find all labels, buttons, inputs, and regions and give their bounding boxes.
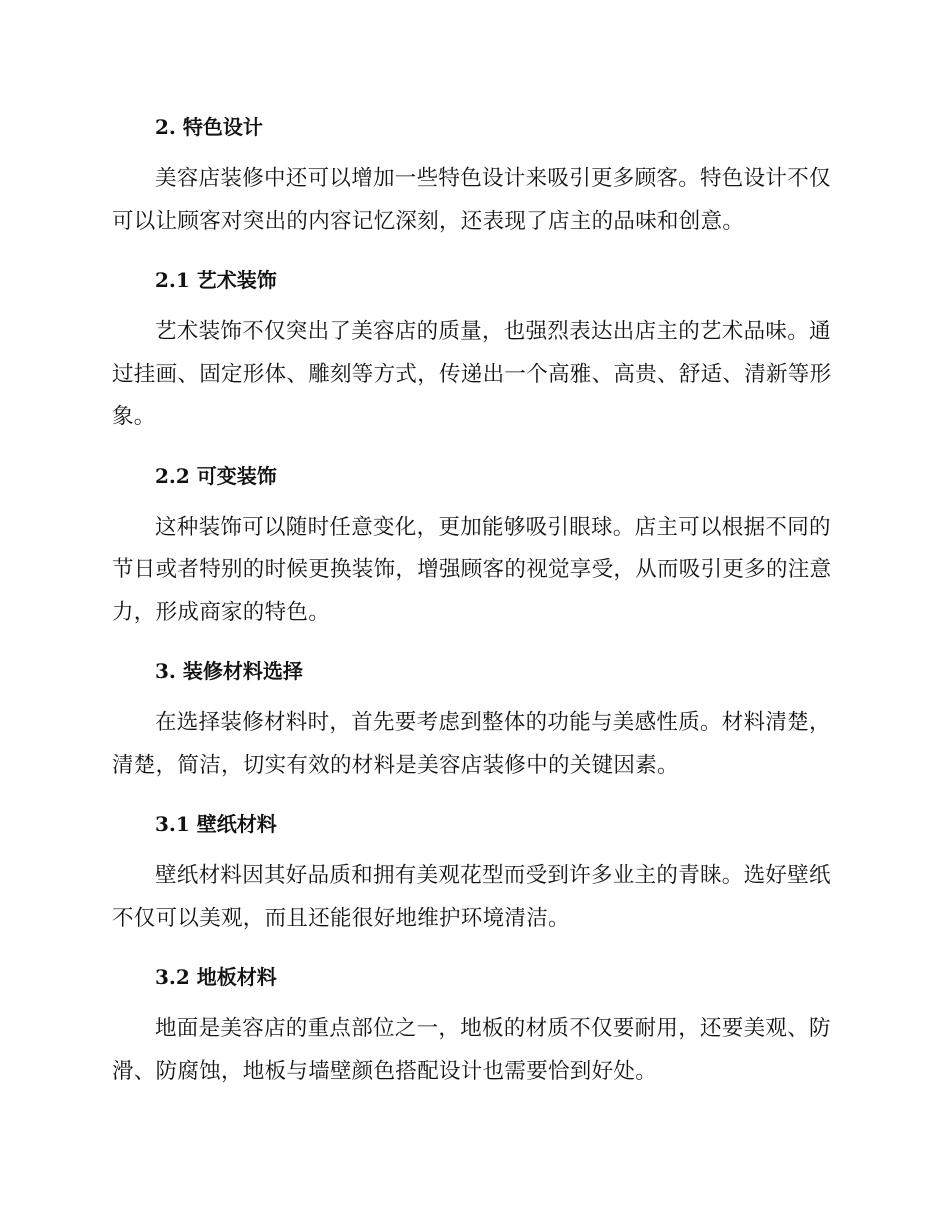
- paragraph: [112, 702, 832, 787]
- paragraph-line: 象。: [112, 404, 156, 429]
- section-heading: 2. 特色设计: [155, 115, 263, 139]
- paragraph-line: 壁纸材料因其好品质和拥有美观花型而受到许多业主的青睐。选好壁纸: [155, 863, 831, 888]
- paragraph-line: 滑、防腐蚀，地板与墙壁颜色搭配设计也需要恰到好处。: [112, 1058, 658, 1084]
- paragraph-line: 这种装饰可以随时任意变化，更加能够吸引眼球。店主可以根据不同的: [155, 514, 831, 540]
- paragraph: [112, 158, 832, 243]
- paragraph-line: 美容店装修中还可以增加一些特色设计来吸引更多顾客。特色设计不仅: [155, 166, 831, 191]
- paragraph-line: 力，形成商家的特色。: [112, 599, 331, 625]
- paragraph-line: 不仅可以美观，而且还能很好地维护环境清洁。: [112, 905, 570, 931]
- paragraph-line: 节日或者特别的时候更换装饰，增强顾客的视觉享受，从而吸引更多的注意: [112, 557, 832, 582]
- document-page: [112, 110, 832, 1113]
- paragraph-line: 在选择装修材料时，首先要考虑到整体的功能与美感性质。材料清楚，: [155, 710, 831, 735]
- section-heading: 2.2 可变装饰: [155, 463, 277, 488]
- paragraph: [112, 1008, 832, 1093]
- paragraph-line: 艺术装饰不仅突出了美容店的质量，也强烈表达出店主的艺术品味。通: [155, 319, 831, 344]
- paragraph: [112, 855, 832, 940]
- section-heading: 3. 装修材料选择: [155, 659, 303, 683]
- paragraph-line: 地面是美容店的重点部位之一，地板的材质不仅要耐用，还要美观、防: [155, 1016, 831, 1041]
- section-heading: 3.1 壁纸材料: [155, 812, 277, 836]
- paragraph-line: 过挂画、固定形体、雕刻等方式，传递出一个高雅、高贵、舒适、清新等形: [112, 361, 832, 387]
- section-heading: 3.2 地板材料: [155, 965, 277, 989]
- paragraph: [112, 507, 832, 635]
- section-heading: 2.1 艺术装饰: [155, 268, 277, 292]
- paragraph: [112, 311, 832, 439]
- paragraph-line: 可以让顾客对突出的内容记忆深刻，还表现了店主的品味和创意。: [112, 208, 745, 234]
- paragraph-line: 清楚，简洁，切实有效的材料是美容店装修中的关键因素。: [112, 752, 679, 778]
